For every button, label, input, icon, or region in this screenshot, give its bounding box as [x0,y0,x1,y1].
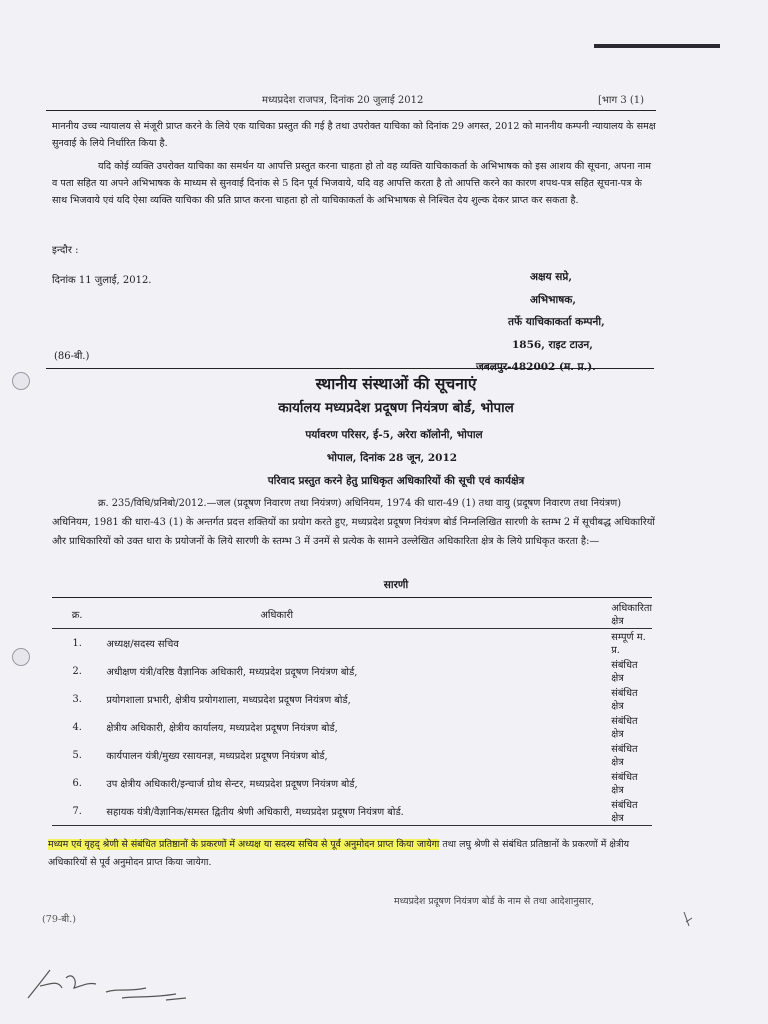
row-jurisdiction: संबंधित क्षेत्र [611,744,638,768]
table-row [52,769,652,797]
signatory-address-2: जबलपुर-482002 (म. प्र.). [476,361,596,373]
row-jurisdiction: संबंधित क्षेत्र [599,797,652,826]
row-serial: 2. [72,665,82,677]
officers-table [52,600,652,826]
intro-paragraph-2: यदि कोई व्यक्ति उपरोक्त याचिका का समर्थन या आपत्ति प्रस्तुत करना चाहता हो तो वह व्यक्ति याचिकाकर्ता के अभिभाषक को इस आशय की सूचना, अपना नाम व पता सहित या अपने अभिभाषक के माध्यम से सुनवाई दिनांक से 5 दिन पूर्व भिजवाये, यदि वह आपत्ति करता है तो आपत्ति करने का कारण शपथ-पत्र सहित सूचना-पत्र के साथ भिजवाये एवं यदि ऐसा व्यक्ति याचिका की प्रति प्राप्त करना चाहता हो तो याचिकाकर्ता के अभिभाषक से निश्चित देय शुल्क देकर प्राप्त कर सकता है. [52,161,652,206]
row-jurisdiction: संबंधित क्षेत्र [611,660,638,684]
section-rule [46,368,654,369]
scan-mark-icon [680,910,694,930]
row-serial: 7. [52,797,102,826]
header-rule [46,110,656,111]
signatory-block [476,266,605,379]
footer-ref: (79-बी.) [42,914,76,925]
punch-hole-icon [12,648,30,666]
row-serial: 5. [72,749,82,761]
order-date: भोपाल, दिनांक 28 जून, 2012 [326,452,458,464]
table-top-rule [52,597,652,598]
notice-date: दिनांक 11 जुलाई, 2012. [52,275,152,286]
table-row [52,797,652,826]
footer-rest-text: तथा लघु श्रेणी से संबंधित प्रतिष्ठानों के प्रकरणों में क्षेत्रीय अधिकारियों से पूर्व अनुमोदन प्राप्त किया जायेगा. [48,839,630,868]
table-row [52,713,652,741]
signatory-title: अभिभाषक, [530,293,577,306]
row-jurisdiction: संबंधित क्षेत्र [611,688,638,712]
row-officer: अधीक्षण यंत्री/वरिष्ठ वैज्ञानिक अधिकारी, मध्यप्रदेश प्रदूषण नियंत्रण बोर्ड, [106,666,358,678]
place-label: इन्दौर : [52,245,79,256]
table-row [52,741,652,769]
row-officer: प्रयोगशाला प्रभारी, क्षेत्रीय प्रयोगशाला, मध्यप्रदेश प्रदूषण नियंत्रण बोर्ड, [106,694,351,706]
office-title: कार्यालय मध्यप्रदेश प्रदूषण नियंत्रण बोर्ड, भोपाल [278,400,514,416]
table-row [52,657,652,685]
table-header-row [52,600,652,629]
row-jurisdiction: संबंधित क्षेत्र [611,716,638,740]
authority-line: मध्यप्रदेश प्रदूषण नियंत्रण बोर्ड के नाम से तथा आदेशानुसार, [394,896,595,907]
row-officer: अध्यक्ष/सदस्य सचिव [106,638,179,650]
highlighted-text: मध्यम एवं वृहद् श्रेणी से संबंधित प्रतिष्ठानों के प्रकरणों में अध्यक्ष या सदस्य सचिव से पूर्व अनुमोदन प्राप्त किया जायेगा [48,839,440,850]
intro-block [52,118,656,209]
header-serial: क्र. [52,600,102,629]
signatory-on-behalf: तर्फे याचिकाकर्ता कम्पनी, [508,316,605,328]
row-jurisdiction: संबंधित क्षेत्र [611,772,638,796]
row-officer: क्षेत्रीय अधिकारी, क्षेत्रीय कार्यालय, मध्यप्रदेश प्रदूषण नियंत्रण बोर्ड, [106,722,338,734]
row-officer: कार्यपालन यंत्री/मुख्य रसायनज्ञ, मध्यप्रदेश प्रदूषण नियंत्रण बोर्ड, [106,750,328,762]
row-serial: 3. [72,693,82,705]
office-address: पर्यावरण परिसर, ई-5, अरेरा कॉलोनी, भोपाल [305,429,483,441]
order-body: क्र. 235/विधि/प्रनिबो/2012.—जल (प्रदूषण निवारण तथा नियंत्रण) अधिनियम, 1974 की धारा-49 (1) तथा वायु (प्रदूषण निवारण तथा नियंत्रण) अधिनियम, 1981 की धारा-43 (1) के अन्तर्गत प्रदत्त शक्तियों का प्रयोग करते हुए, मध्यप्रदेश प्रदूषण नियंत्रण बोर्ड निम्नलिखित सारणी के स्तम्भ 2 में सूचीबद्ध अधिकारियों और प्राधिकारियों को उक्त धारा के प्रयोजनों के लिये सारणी के स्तम्भ 3 में उनमें से प्रत्येक के सामने उल्लेखित अधिकारिता क्षेत्र के लिये प्राधिकृत करता है:— [52,498,655,547]
table-caption: सारणी [383,579,409,591]
header-officer: अधिकारी [102,600,599,629]
punch-hole-icon [12,372,30,390]
signatory-address-1: 1856, राइट टाउन, [512,338,593,351]
row-serial: 6. [72,777,82,789]
scan-edge-mark [594,44,720,48]
handwritten-signature-icon [26,958,206,1008]
signatory-name: अक्षय सप्रे, [530,271,573,283]
intro-paragraph-1: माननीय उच्च न्यायालय से मंजूरी प्राप्त करने के लिये एक याचिका प्रस्तुत की गई है तथा उपरोक्त याचिका को दिनांक 29 अगस्त, 2012 को माननीय कम्पनी न्यायालय के समक्ष सुनवाई के लिये निर्धारित किया है. [52,121,656,149]
footer-paragraph [48,836,658,872]
order-subject: परिवाद प्रस्तुत करने हेतु प्राधिकृत अधिकारियों की सूची एवं कार्यक्षेत्र [267,475,525,487]
table-row [52,629,652,658]
table-row [52,685,652,713]
row-serial: 4. [72,721,82,733]
intro-ref: (86-बी.) [54,351,90,362]
gazette-header: मध्यप्रदेश राजपत्र, दिनांक 20 जुलाई 2012 [262,95,424,106]
part-label: [भाग 3 (1) [598,95,645,106]
header-jurisdiction: अधिकारिता क्षेत्र [599,600,652,629]
row-officer: उप क्षेत्रीय अधिकारी/इन्चार्ज ग्रोथ सेन्टर, मध्यप्रदेश प्रदूषण नियंत्रण बोर्ड, [106,778,358,790]
section-heading: स्थानीय संस्थाओं की सूचनाएं [315,374,477,393]
row-jurisdiction: सम्पूर्ण म. प्र. [611,632,646,656]
row-officer: सहायक यंत्री/वैज्ञानिक/समस्त द्वितीय श्रेणी अधिकारी, मध्यप्रदेश प्रदूषण नियंत्रण बोर्ड. [102,797,599,826]
row-serial: 1. [72,637,82,649]
